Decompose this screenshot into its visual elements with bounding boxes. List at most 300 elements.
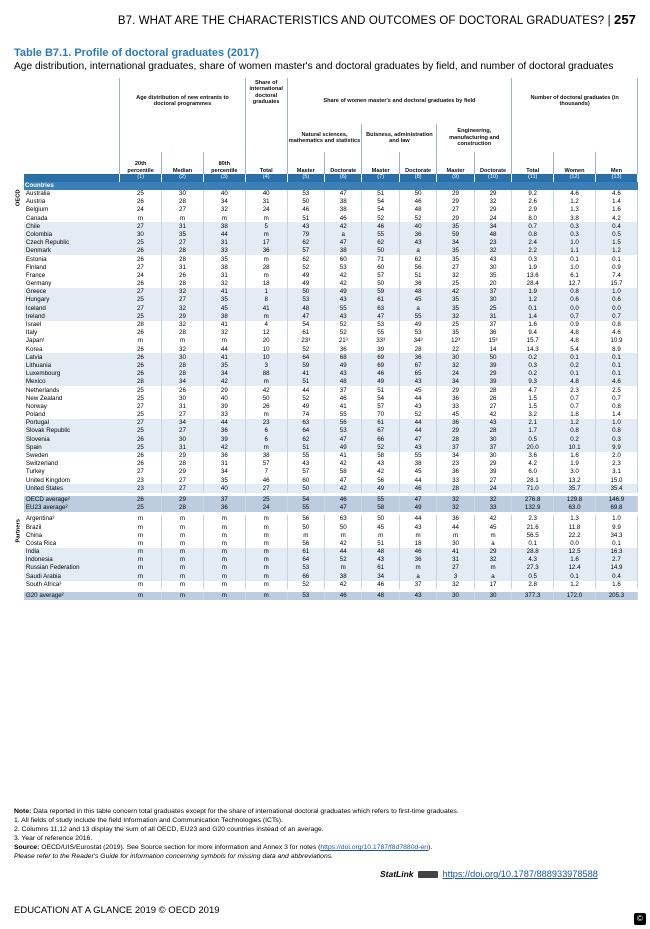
table-cell: 41 (437, 548, 474, 556)
table-cell: 1.6 (595, 206, 637, 214)
table-row (14, 540, 638, 548)
table-cell: 26 (245, 403, 287, 411)
table-cell: 37 (474, 321, 511, 329)
table-cell: 51 (287, 378, 324, 386)
table-cell: 35 (437, 255, 474, 263)
table-cell: 0.6 (554, 296, 596, 304)
table-cell: 52 (287, 394, 324, 402)
table-row (14, 362, 638, 370)
table-cell: m (120, 564, 162, 572)
table-cell: 0.6 (595, 296, 637, 304)
data-table-wrap (14, 78, 638, 600)
table-subtitle: Age distribution, international graduates, share of women master's and doctoral graduates by field, and number of doctoral graduates (14, 61, 614, 72)
column-number: (9) (437, 174, 474, 182)
table-cell: 34³ (399, 337, 436, 345)
table-cell: 3 (245, 362, 287, 370)
table-cell: 28.4 (512, 280, 554, 288)
table-cell: 10.1 (554, 444, 596, 452)
table-row (14, 411, 638, 419)
corner-cell-3 (14, 152, 24, 174)
table-cell: 12.5 (554, 548, 596, 556)
table-cell: 26 (120, 452, 162, 460)
number-spacer (512, 124, 638, 152)
row-label: Portugal (24, 419, 120, 427)
table-cell: 40 (399, 222, 436, 230)
table-cell: 63 (287, 419, 324, 427)
table-cell: 42 (325, 272, 362, 280)
table-cell: 1.3 (554, 206, 596, 214)
table-cell: 32 (437, 496, 474, 504)
table-cell: m (245, 231, 287, 239)
table-cell: m (162, 337, 204, 345)
table-cell: 0.7 (512, 222, 554, 230)
table-cell: 1.9 (512, 263, 554, 271)
row-label: Ireland (24, 313, 120, 321)
table-cell: 26 (120, 345, 162, 353)
table-cell: 42 (203, 444, 245, 452)
table-cell: 4.3 (512, 556, 554, 564)
table-cell: 47 (325, 504, 362, 512)
table-cell: 28 (437, 484, 474, 492)
table-cell: 50 (474, 353, 511, 361)
table-cell: 47 (287, 313, 324, 321)
table-cell: 18 (399, 540, 436, 548)
table-cell: 44 (399, 515, 436, 523)
table-cell: 45 (399, 468, 436, 476)
table-cell: 42 (325, 581, 362, 589)
table-cell: 26 (120, 280, 162, 288)
table-cell: 25 (120, 444, 162, 452)
table-row (14, 572, 638, 580)
column-number: (13) (595, 174, 637, 182)
column-number-row (14, 174, 638, 182)
table-cell: 0.3 (554, 231, 596, 239)
table-cell: 29 (474, 370, 511, 378)
table-cell: 31 (203, 272, 245, 280)
table-cell: 50 (325, 523, 362, 531)
table-cell: 42 (325, 280, 362, 288)
copyright-icon: © (634, 913, 646, 925)
header-separator: | (607, 15, 614, 27)
table-cell: 43 (399, 444, 436, 452)
table-cell: 23 (474, 239, 511, 247)
table-cell: 1.9 (512, 288, 554, 296)
table-cell: 36 (203, 452, 245, 460)
row-label: Japan¹ (25, 337, 45, 345)
table-cell: 74 (287, 411, 324, 419)
table-cell: 48 (399, 206, 436, 214)
table-cell: 5 (245, 222, 287, 230)
table-cell: 172.0 (554, 592, 596, 600)
table-cell: m (245, 255, 287, 263)
table-cell: 55 (325, 304, 362, 312)
table-cell: m (162, 540, 204, 548)
table-cell: 61 (287, 548, 324, 556)
table-cell: 27 (162, 296, 204, 304)
table-cell: 36 (399, 353, 436, 361)
table-cell: 61 (287, 329, 324, 337)
table-cell: 23 (437, 460, 474, 468)
table-cell: 1.0 (554, 239, 596, 247)
table-cell: 63.0 (554, 504, 596, 512)
table-cell: 32 (162, 321, 204, 329)
table-cell: 30 (474, 452, 511, 460)
table-cell: 41 (203, 288, 245, 296)
intl-group-header: Share of international doctoral graduates (245, 78, 287, 124)
table-cell: 43 (287, 460, 324, 468)
row-label: OECD average² (24, 496, 120, 504)
table-cell: 42 (245, 386, 287, 394)
readers-guide-note: Please refer to the Reader's Guide for information concerning symbols for missing data and abbreviations. (14, 853, 334, 860)
table-cell: m (120, 214, 162, 222)
table-cell: 6 (245, 435, 287, 443)
row-label: New Zealand (25, 394, 63, 402)
table-cell: 24 (245, 504, 287, 512)
table-cell: 26 (120, 496, 162, 504)
table-row (14, 321, 638, 329)
table-cell: 38 (245, 452, 287, 460)
table-cell: 1.2 (512, 296, 554, 304)
table-cell: 53 (287, 296, 324, 304)
table-cell: 47 (325, 476, 362, 484)
table-cell: 29 (474, 206, 511, 214)
table-cell: 0.8 (595, 427, 637, 435)
table-cell: 44 (325, 548, 362, 556)
table-cell: 0.3 (512, 255, 554, 263)
table-cell: 18 (245, 280, 287, 288)
table-row (14, 329, 638, 337)
table-cell: 46 (325, 592, 362, 600)
table-cell: 15.7 (595, 280, 637, 288)
table-cell: m (245, 515, 287, 523)
table-notes (14, 807, 638, 861)
table-cell: 0.0 (595, 304, 637, 312)
table-cell: 46 (362, 370, 399, 378)
table-cell: 50 (287, 484, 324, 492)
table-cell: 0.8 (512, 231, 554, 239)
table-cell: 16.3 (595, 548, 637, 556)
table-cell: m (203, 531, 245, 539)
table-cell: m (120, 540, 162, 548)
table-cell: 48 (362, 548, 399, 556)
table-cell: 55 (287, 452, 324, 460)
table-cell: 34 (362, 572, 399, 580)
table-cell: 1.7 (512, 427, 554, 435)
table-cell: 24 (474, 484, 511, 492)
statlink-label: StatLink (380, 869, 414, 879)
table-row (14, 564, 638, 572)
table-cell: 28 (120, 378, 162, 386)
table-row (14, 592, 638, 600)
table-cell: a (325, 231, 362, 239)
page-number: 257 (614, 12, 636, 27)
table-cell: 46 (287, 206, 324, 214)
side-spacer (14, 592, 24, 600)
table-cell: 36 (203, 427, 245, 435)
table-cell: 1.6 (554, 556, 596, 564)
table-cell: m (120, 548, 162, 556)
source-link[interactable]: https://doi.org/10.1787/f8d7880d-en (320, 844, 429, 851)
table-cell: a (474, 572, 511, 580)
table-cell: 30 (162, 353, 204, 361)
table-cell: 25 (120, 411, 162, 419)
source-end: ). (428, 844, 433, 851)
table-cell: 37 (325, 386, 362, 394)
table-cell: 9.9 (595, 444, 637, 452)
table-cell: 34.3 (595, 531, 637, 539)
table-row (14, 581, 638, 589)
table-cell: 25 (120, 394, 162, 402)
table-row (14, 296, 638, 304)
table-cell: 88 (245, 370, 287, 378)
table-cell: 49 (325, 288, 362, 296)
statlink (380, 869, 638, 879)
table-cell: 0.1 (595, 370, 637, 378)
table-cell: 67 (362, 427, 399, 435)
table-cell: m (162, 531, 204, 539)
note-3: 3. Year of reference 2016. (14, 835, 93, 842)
table-row (14, 468, 638, 476)
table-cell: 39 (203, 403, 245, 411)
table-cell: 8.9 (595, 345, 637, 353)
table-cell: 1.0 (595, 288, 637, 296)
table-cell: 4.8 (554, 378, 596, 386)
table-cell: 51 (362, 386, 399, 394)
table-cell: 1.6 (595, 581, 637, 589)
table-cell: 53 (287, 564, 324, 572)
table-cell: m (162, 548, 204, 556)
table-cell: 34 (162, 419, 204, 427)
table-cell: a (399, 572, 436, 580)
table-row (14, 556, 638, 564)
table-cell: 31 (203, 460, 245, 468)
natsci-doctorate-header: Doctorate (325, 152, 362, 174)
table-cell: 28 (474, 427, 511, 435)
table-cell: 30 (162, 394, 204, 402)
table-cell: 27 (120, 468, 162, 476)
table-cell: 64 (287, 556, 324, 564)
row-label: Russian Federation (24, 564, 120, 572)
row-label: India (24, 548, 120, 556)
table-cell: m (245, 556, 287, 564)
table-cell: 9.4 (512, 329, 554, 337)
table-cell: 48 (287, 304, 324, 312)
table-row (14, 452, 638, 460)
table-cell: 46 (245, 476, 287, 484)
table-cell: 45 (437, 411, 474, 419)
table-cell: 0.1 (554, 353, 596, 361)
table-cell: 62 (287, 255, 324, 263)
table-cell: 6.0 (512, 468, 554, 476)
table-cell: m (203, 556, 245, 564)
table-cell: 39 (474, 468, 511, 476)
table-cell: 37 (474, 288, 511, 296)
table-cell: 29 (437, 198, 474, 206)
table-cell: m (203, 548, 245, 556)
table-cell: m (325, 531, 362, 539)
table-cell: 24 (120, 206, 162, 214)
table-cell: 26 (120, 370, 162, 378)
table-cell: 1.4 (512, 313, 554, 321)
table-cell: 55 (287, 504, 324, 512)
table-cell: 49 (362, 484, 399, 492)
table-cell: 35 (474, 272, 511, 280)
table-cell: 4.2 (512, 460, 554, 468)
table-cell: 40 (203, 190, 245, 198)
table-cell: 3.8 (554, 214, 596, 222)
table-cell: 42 (474, 411, 511, 419)
row-label: Canada (25, 214, 48, 222)
table-cell: 34 (474, 222, 511, 230)
table-cell: 51 (362, 540, 399, 548)
table-cell: 31 (203, 239, 245, 247)
table-cell: 54 (287, 321, 324, 329)
table-cell: 2.3 (512, 515, 554, 523)
table-cell: 28 (162, 247, 204, 255)
table-cell: 47 (325, 435, 362, 443)
table-cell: 23³ (287, 337, 324, 345)
table-cell: 28 (399, 345, 436, 353)
table-cell: 1.5 (595, 239, 637, 247)
table-cell: 43 (325, 313, 362, 321)
table-cell: 14 (474, 345, 511, 353)
table-cell: 0.1 (512, 540, 554, 548)
table-cell: 7.4 (595, 272, 637, 280)
table-cell: 56 (362, 476, 399, 484)
table-title: Table B7.1. Profile of doctoral graduates (2017) (14, 47, 259, 59)
table-cell: m (162, 515, 204, 523)
table-cell: 39 (203, 435, 245, 443)
table-cell: 21.6 (512, 523, 554, 531)
table-cell: 44 (399, 394, 436, 402)
table-cell: 0.2 (512, 370, 554, 378)
table-cell: 35 (162, 231, 204, 239)
row-label: France (25, 271, 46, 279)
table-cell: 29 (437, 214, 474, 222)
table-cell: 52 (287, 263, 324, 271)
table-cell: 35 (437, 304, 474, 312)
table-cell: 49 (325, 444, 362, 452)
table-cell: 28 (162, 198, 204, 206)
table-cell: m (325, 564, 362, 572)
table-cell: 63 (325, 515, 362, 523)
table-cell: 0.5 (512, 572, 554, 580)
table-cell: 45 (399, 386, 436, 394)
table-cell: 67 (399, 362, 436, 370)
table-cell: 25 (120, 190, 162, 198)
table-row (14, 313, 638, 321)
table-cell: 2.9 (512, 206, 554, 214)
row-label: Denmark (24, 247, 120, 255)
table-cell: 0.8 (595, 403, 637, 411)
table-cell: m (245, 531, 287, 539)
table-cell: 0.8 (595, 321, 637, 329)
table-cell: 41 (203, 321, 245, 329)
table-cell: 32 (203, 206, 245, 214)
table-cell: 276.8 (512, 496, 554, 504)
table-cell: 44 (203, 419, 245, 427)
table-cell: 50 (399, 190, 436, 198)
table-cell: 28 (162, 460, 204, 468)
table-cell: 50 (287, 288, 324, 296)
table-cell: 35 (437, 222, 474, 230)
table-cell: 46 (362, 581, 399, 589)
table-cell: 46 (325, 214, 362, 222)
age-group-header: Age distribution of new entrants to doctoral programmes (120, 78, 246, 124)
table-cell: 2.0 (595, 452, 637, 460)
table-cell: 1.2 (554, 198, 596, 206)
table-cell: 30 (474, 435, 511, 443)
table-cell: 0.8 (554, 288, 596, 296)
table-cell: 38 (325, 198, 362, 206)
table-cell: 0.0 (554, 304, 596, 312)
table-cell: 55 (362, 496, 399, 504)
table-cell: 27 (437, 206, 474, 214)
number-group-header: Number of doctoral graduates (in thousands) (512, 78, 638, 124)
table-cell: 6.1 (554, 272, 596, 280)
table-cell: 5.4 (554, 345, 596, 353)
table-cell: 49 (399, 504, 436, 512)
table-cell: 68 (325, 353, 362, 361)
table-cell: m (203, 581, 245, 589)
table-cell: 52 (325, 556, 362, 564)
table-cell: 35 (203, 476, 245, 484)
table-cell: 61 (362, 564, 399, 572)
statlink-url[interactable]: https://doi.org/10.1787/888933978588 (442, 869, 598, 879)
table-cell: a (399, 247, 436, 255)
table-cell: 4.8 (554, 329, 596, 337)
table-cell: 66 (362, 435, 399, 443)
table-row (14, 484, 638, 492)
table-cell: 25 (474, 304, 511, 312)
table-cell: 26 (120, 435, 162, 443)
table-cell: 49 (362, 378, 399, 386)
table-cell: 33 (437, 476, 474, 484)
table-cell: 42 (474, 515, 511, 523)
table-cell: 24 (474, 214, 511, 222)
table-cell: 52 (399, 411, 436, 419)
table-cell: 45 (399, 296, 436, 304)
table-cell: 57 (245, 460, 287, 468)
table-cell: 0.8 (554, 427, 596, 435)
table-cell: 46 (399, 548, 436, 556)
corner-cell (14, 78, 24, 124)
note-text: Data reported in this table concern total graduates except for the share of international doctoral graduates which refers to first-time graduates. (33, 808, 459, 815)
table-cell: 1.2 (554, 581, 596, 589)
table-cell: 1.5 (512, 403, 554, 411)
row-label: Switzerland (25, 460, 58, 468)
table-cell: 36 (399, 556, 436, 564)
table-cell: 13.2 (554, 476, 596, 484)
table-cell: 27 (120, 419, 162, 427)
table-cell: 22.2 (554, 531, 596, 539)
row-label: Slovenia (24, 435, 120, 443)
table-cell: 27 (120, 403, 162, 411)
table-cell: 32 (474, 247, 511, 255)
table-cell: 25 (120, 504, 162, 512)
table-cell: 46 (325, 394, 362, 402)
table-cell: 0.1 (554, 255, 596, 263)
table-cell: 24 (245, 206, 287, 214)
table-cell: 47 (362, 313, 399, 321)
table-cell: 29 (437, 427, 474, 435)
table-cell: 2.5 (595, 386, 637, 394)
table-row (14, 515, 638, 523)
table-cell: m (245, 313, 287, 321)
table-cell: 40 (245, 190, 287, 198)
row-label: Czech Republic (24, 239, 120, 247)
row-label: Belgium (25, 206, 49, 214)
